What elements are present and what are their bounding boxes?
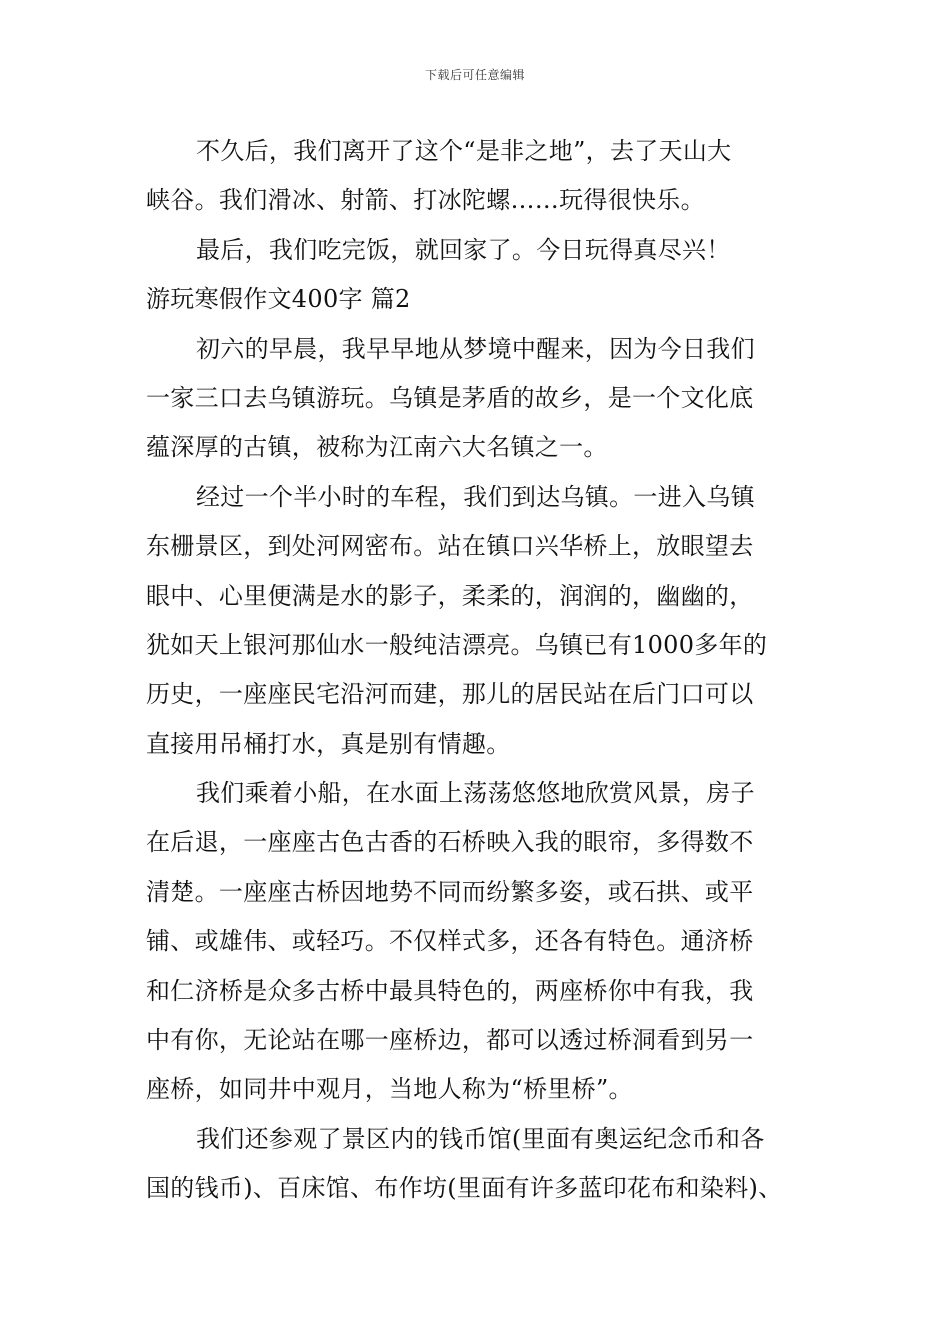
text-line: 经过一个半小时的车程，我们到达乌镇。一进入乌镇 bbox=[196, 482, 755, 511]
text-line: 历史，一座座民宅沿河而建，那儿的居民站在后门口可以 bbox=[146, 680, 754, 709]
text-line: 蕴深厚的古镇，被称为江南六大名镇之一。 bbox=[146, 433, 608, 462]
text-line: 我们还参观了景区内的钱币馆(里面有奥运纪念币和各 bbox=[196, 1124, 765, 1153]
text-line: 和仁济桥是众多古桥中最具特色的，两座桥你中有我，我 bbox=[146, 976, 754, 1005]
text-line: 最后，我们吃完饭，就回家了。今日玩得真尽兴！ bbox=[196, 235, 731, 264]
text-line: 清楚。一座座古桥因地势不同而纷繁多姿，或石拱、或平 bbox=[146, 877, 754, 906]
essay-body bbox=[146, 127, 810, 1214]
text-line: 东栅景区，到处河网密布。站在镇口兴华桥上，放眼望去 bbox=[146, 532, 754, 561]
text-line: 眼中、心里便满是水的影子，柔柔的，润润的，幽幽的， bbox=[146, 581, 754, 610]
essay-heading: 游玩寒假作文400字 篇2 bbox=[146, 285, 411, 314]
text-line: 犹如天上银河那仙水一般纯洁漂亮。乌镇已有1000多年的 bbox=[146, 630, 768, 659]
text-line: 在后退，一座座古色古香的石桥映入我的眼帘，多得数不 bbox=[146, 828, 754, 857]
text-line: 座桥，如同井中观月，当地人称为“桥里桥”。 bbox=[146, 1075, 633, 1104]
text-line: 直接用吊桶打水，真是别有情趣。 bbox=[146, 729, 511, 758]
text-line: 一家三口去乌镇游玩。乌镇是茅盾的故乡，是一个文化底 bbox=[146, 383, 754, 412]
text-line: 国的钱币)、百床馆、布作坊(里面有许多蓝印花布和染料)、 bbox=[146, 1174, 783, 1203]
text-line: 不久后，我们离开了这个“是非之地”，去了天山大 bbox=[196, 137, 732, 165]
page-header: 下载后可任意编辑 bbox=[424, 68, 525, 82]
text-line: 中有你，无论站在哪一座桥边，都可以透过桥洞看到另一 bbox=[146, 1026, 754, 1055]
text-line: 我们乘着小船，在水面上荡荡悠悠地欣赏风景，房子 bbox=[196, 779, 755, 808]
text-line: 峡谷。我们滑冰、射箭、打冰陀螺……玩得很快乐。 bbox=[146, 186, 705, 215]
text-line: 初六的早晨，我早早地从梦境中醒来，因为今日我们 bbox=[196, 334, 755, 363]
text-line: 铺、或雄伟、或轻巧。不仅样式多，还各有特色。通济桥 bbox=[146, 927, 754, 956]
